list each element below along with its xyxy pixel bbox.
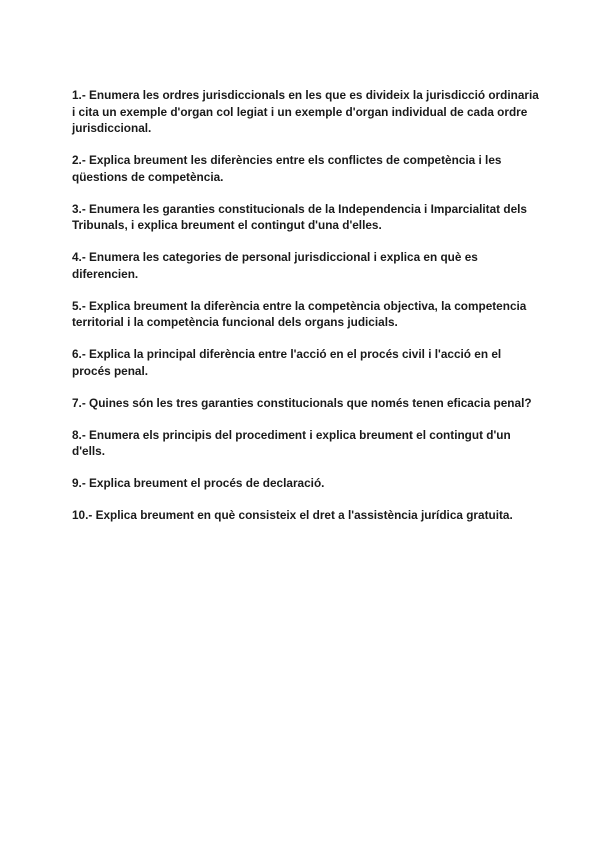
question-6: 6.- Explica la principal diferència entre l'acció en el procés civil i l'acció en el procés penal.: [72, 347, 502, 378]
question-2: 2.- Explica breument les diferències entre els conflictes de competència i les qüestions de competència.: [72, 153, 502, 184]
question-8: 8.- Enumera els principis del procediment i explica breument el contingut d'un d'ells.: [72, 427, 511, 458]
question-list: [72, 87, 542, 539]
question-4: 4.- Enumera les categories de personal jurisdiccional i explica en què es diferencien.: [72, 250, 478, 281]
question-10: 10.- Explica breument en què consisteix el dret a l'assistència jurídica gratuita.: [72, 508, 513, 522]
question-5: 5.- Explica breument la diferència entre la competència objectiva, la competencia territorial i la competència funcional dels organs judicials.: [72, 298, 527, 329]
question-1: 1.- Enumera les ordres jurisdiccionals en les que es divideix la jurisdicció ordinaria i cita un exemple d'organ col legiat i un exemple d'organ individual de cada ordre jurisdiccional.: [72, 88, 539, 135]
question-9: 9.- Explica breument el procés de declaració.: [72, 476, 325, 490]
question-3: 3.- Enumera les garanties constitucionals de la Independencia i Imparcialitat dels Tribunals, i explica breument el contingut d'una d'elles.: [72, 201, 527, 232]
question-7: 7.- Quines són les tres garanties constitucionals que només tenen eficacia penal?: [72, 395, 532, 410]
